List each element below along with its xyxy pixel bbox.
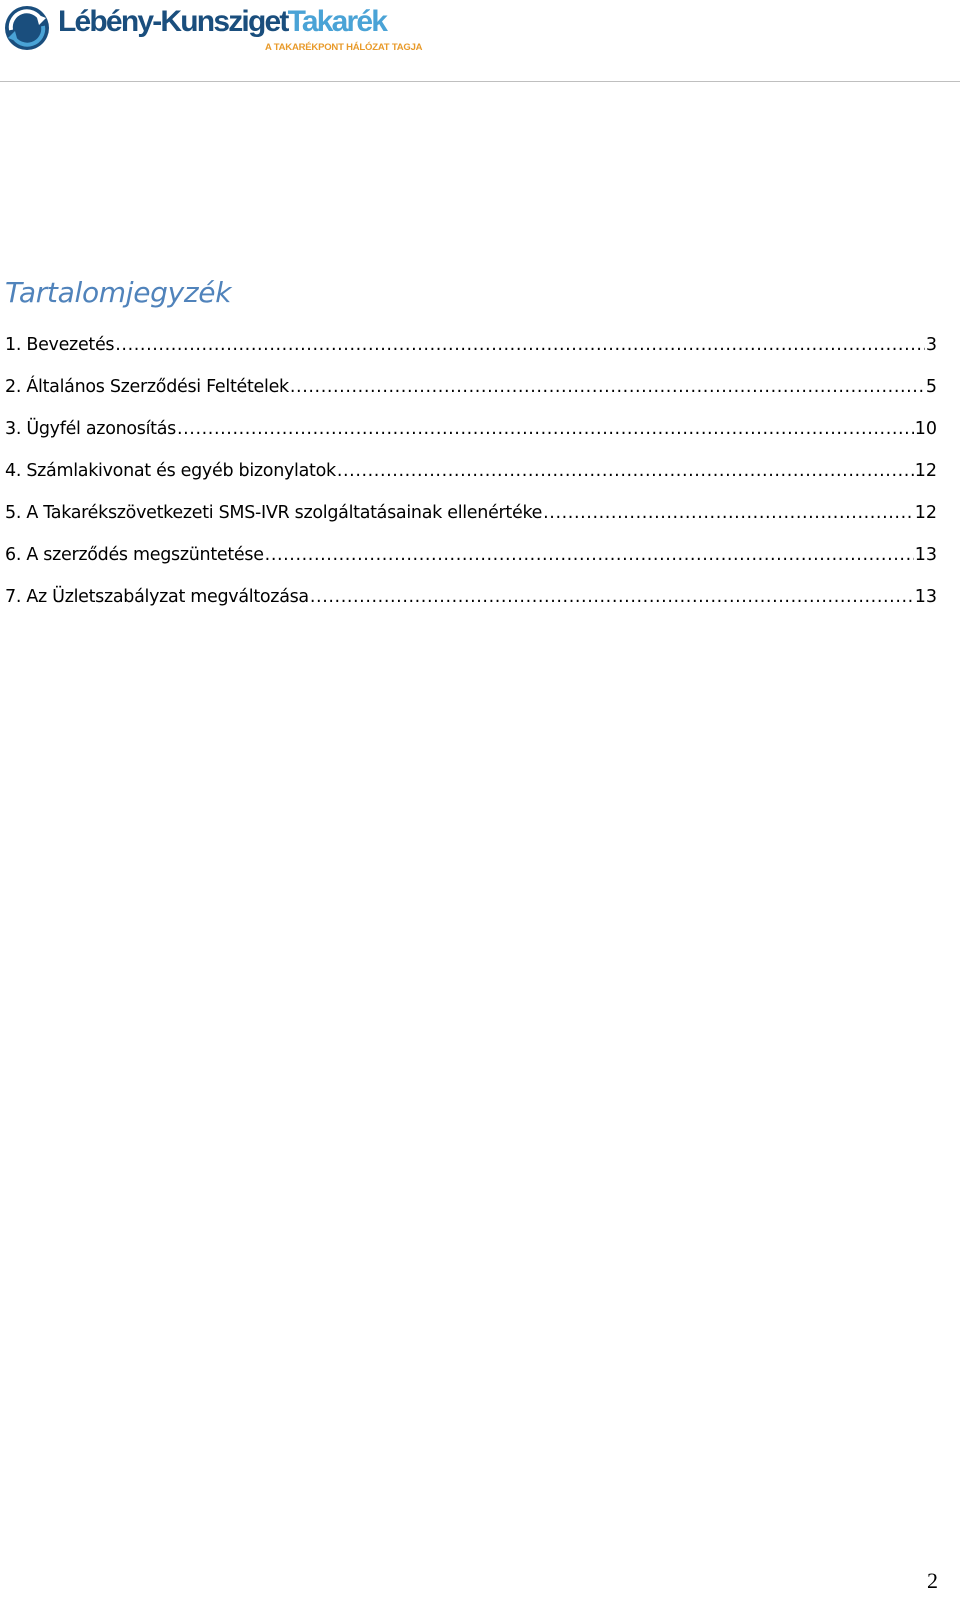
toc-entry[interactable]: [5, 377, 937, 419]
toc-entry[interactable]: [5, 503, 937, 545]
toc-entry-page: 5: [925, 377, 937, 397]
toc-dot-leader: [310, 587, 914, 607]
toc-dot-leader: [543, 503, 914, 523]
toc-title: Tartalomjegyzék: [5, 276, 232, 309]
toc-entry-label: 5. A Takarékszövetkezeti SMS-IVR szolgáltatásainak ellenértéke: [5, 503, 543, 523]
toc-entry-label: 2. Általános Szerződési Feltételek: [5, 377, 289, 397]
toc-entry-page: 12: [914, 461, 937, 481]
toc-dot-leader: [265, 545, 914, 565]
circular-arrows-logo-icon: [3, 4, 51, 52]
toc-entry-label: 4. Számlakivonat és egyéb bizonylatok: [5, 461, 336, 481]
toc-entry-page: 3: [925, 335, 937, 355]
page-header: [0, 0, 960, 82]
toc-entry[interactable]: [5, 545, 937, 587]
toc-entry-label: 7. Az Üzletszabályzat megváltozása: [5, 587, 309, 607]
toc-entry-page: 13: [914, 545, 937, 565]
toc-entry-label: 3. Ügyfél azonosítás: [5, 419, 176, 439]
brand-tagline: A TAKARÉKPONT HÁLÓZAT TAGJA: [265, 42, 423, 53]
brand-name-secondary: Takarék: [287, 5, 387, 38]
toc-dot-leader: [290, 377, 925, 397]
toc-dot-leader: [177, 419, 914, 439]
table-of-contents: [5, 335, 937, 629]
toc-entry-page: 13: [914, 587, 937, 607]
header-divider: [0, 81, 960, 82]
page-number: 2: [927, 1568, 938, 1593]
toc-entry-page: 10: [914, 419, 937, 439]
toc-entry[interactable]: [5, 419, 937, 461]
toc-dot-leader: [337, 461, 914, 481]
toc-entry[interactable]: [5, 335, 937, 377]
toc-entry-page: 12: [914, 503, 937, 523]
toc-entry[interactable]: [5, 587, 937, 629]
toc-entry[interactable]: [5, 461, 937, 503]
toc-dot-leader: [115, 335, 925, 355]
bank-logo: [3, 4, 433, 54]
toc-entry-label: 1. Bevezetés: [5, 335, 115, 355]
toc-entry-label: 6. A szerződés megszüntetése: [5, 545, 264, 565]
brand-name-primary: Lébény-Kunsziget: [58, 5, 288, 38]
brand-name: [58, 5, 386, 39]
